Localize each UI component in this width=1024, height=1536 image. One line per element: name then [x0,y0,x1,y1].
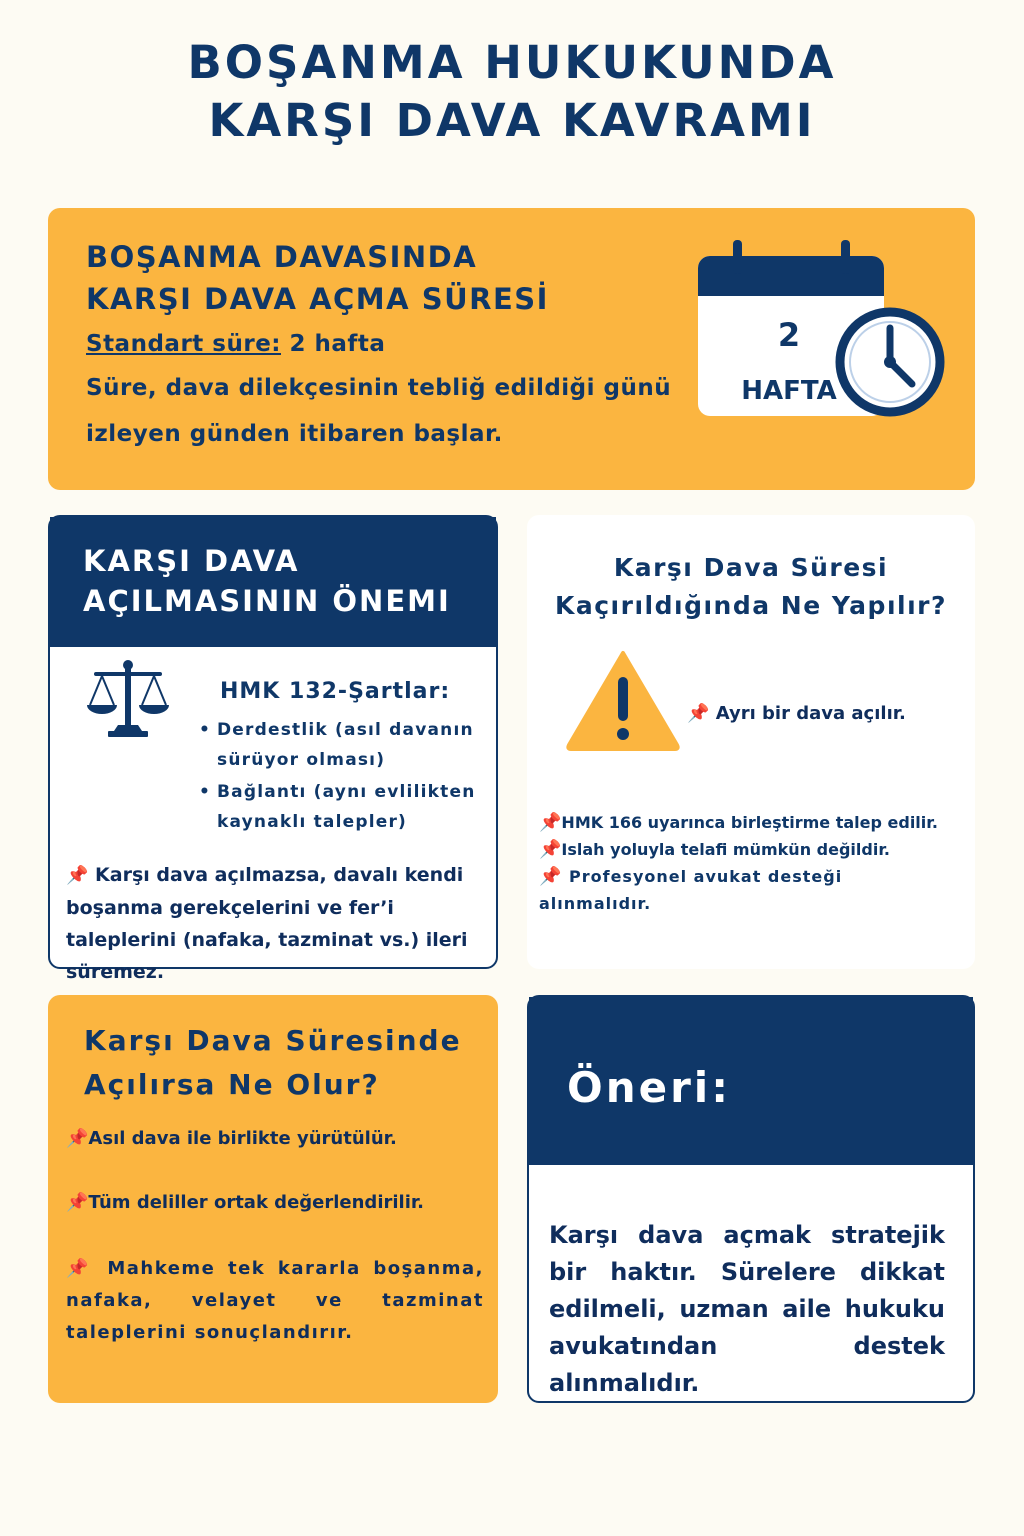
period-desc-line1: Süre, dava dilekçesinin tebliğ edildiği günü [86,375,672,401]
on-time-card [48,995,498,1403]
calendar-number: 2 [777,316,801,354]
period-desc-line2: izleyen günden itibaren başlar. [86,421,503,447]
page-title-line1: BOŞANMA HUKUKUNDA [187,36,837,89]
list-item: 📌Asıl dava ile birlikte yürütülür. [66,1128,397,1149]
standard-period-line [86,331,385,357]
pin-icon: 📌 [539,839,562,860]
scales-icon [86,659,170,739]
calendar-clock-icon [693,226,943,416]
importance-note [66,859,486,988]
pin-icon: 📌 [539,812,562,833]
period-title-line2: KARŞI DAVA AÇMA SÜRESİ [86,282,549,316]
page-title [0,34,1024,150]
list-item: 📌Islah yoluyla telafi mümkün değildir. [539,839,891,860]
pin-icon: 📌 [66,1258,95,1279]
counterclaim-importance-card [48,515,498,983]
pin-icon: 📌 [539,866,563,887]
pin-icon: 📌 [687,703,710,724]
importance-title-line2: AÇILMASININ ÖNEMI [83,584,451,618]
importance-card-title [83,541,451,621]
importance-note-text: Karşı dava açılmazsa, davalı kendi boşanma gerekçelerini ve fer’i taleplerini (nafaka, tazminat vs.) ileri süremez. [66,864,468,983]
standard-period-value: 2 hafta [281,331,386,357]
missed-card-title [527,549,975,625]
list-item: 📌 Mahkeme tek kararla boşanma, nafaka, velayet ve tazminat taleplerini sonuçlandırır. [66,1258,484,1343]
missed-main-text: Ayrı bir dava açılır. [715,703,906,724]
list-item: 📌HMK 166 uyarınca birleştirme talep edilir. [539,812,938,833]
advice-card [527,995,975,1403]
list-item: 📌 Profesyonel avukat desteği alınmalıdır. [539,866,843,913]
importance-title-line1: KARŞI DAVA [83,544,300,578]
advice-card-header [529,997,973,1165]
missed-title-line1: Karşı Dava Süresi [613,553,889,582]
importance-card-header [50,517,496,647]
on-time-card-title [84,1019,462,1107]
calendar-unit: HAFTA [741,376,837,406]
pin-icon: 📌 [66,865,89,886]
page-title-line2: KARŞI DAVA KAVRAMI [208,94,816,147]
counterclaim-period-card [48,208,975,490]
standard-period-label: Standart süre: [86,331,281,357]
ontime-title-line1: Karşı Dava Süresinde [84,1024,462,1057]
missed-title-line2: Kaçırıldığında Ne Yapılır? [555,591,947,620]
missed-main-item [687,703,906,724]
hmk-132-title: HMK 132-Şartlar: [220,679,451,704]
list-item: 📌Tüm deliller ortak değerlendirilir. [66,1192,425,1213]
advice-text: Karşı dava açmak stratejik bir haktır. Sürelere dikkat edilmeli, uzman aile hukuku avukatından destek alınmalıdır. [549,1221,945,1397]
warning-icon [565,647,681,753]
missed-actions-list [539,809,959,917]
period-card-title [86,236,549,320]
list-item: • Bağlantı (aynı evlilikten kaynaklı talepler) [195,777,485,837]
advice-card-title: Öneri: [567,1063,731,1112]
hmk-conditions-list [195,715,485,839]
period-title-line1: BOŞANMA DAVASINDA [86,240,478,274]
list-item: • Derdestlik (asıl davanın sürüyor olması) [195,715,485,775]
pin-icon: 📌 [66,1192,89,1213]
ontime-title-line2: Açılırsa Ne Olur? [84,1068,380,1101]
missed-deadline-card [527,515,975,969]
pin-icon: 📌 [66,1128,89,1149]
